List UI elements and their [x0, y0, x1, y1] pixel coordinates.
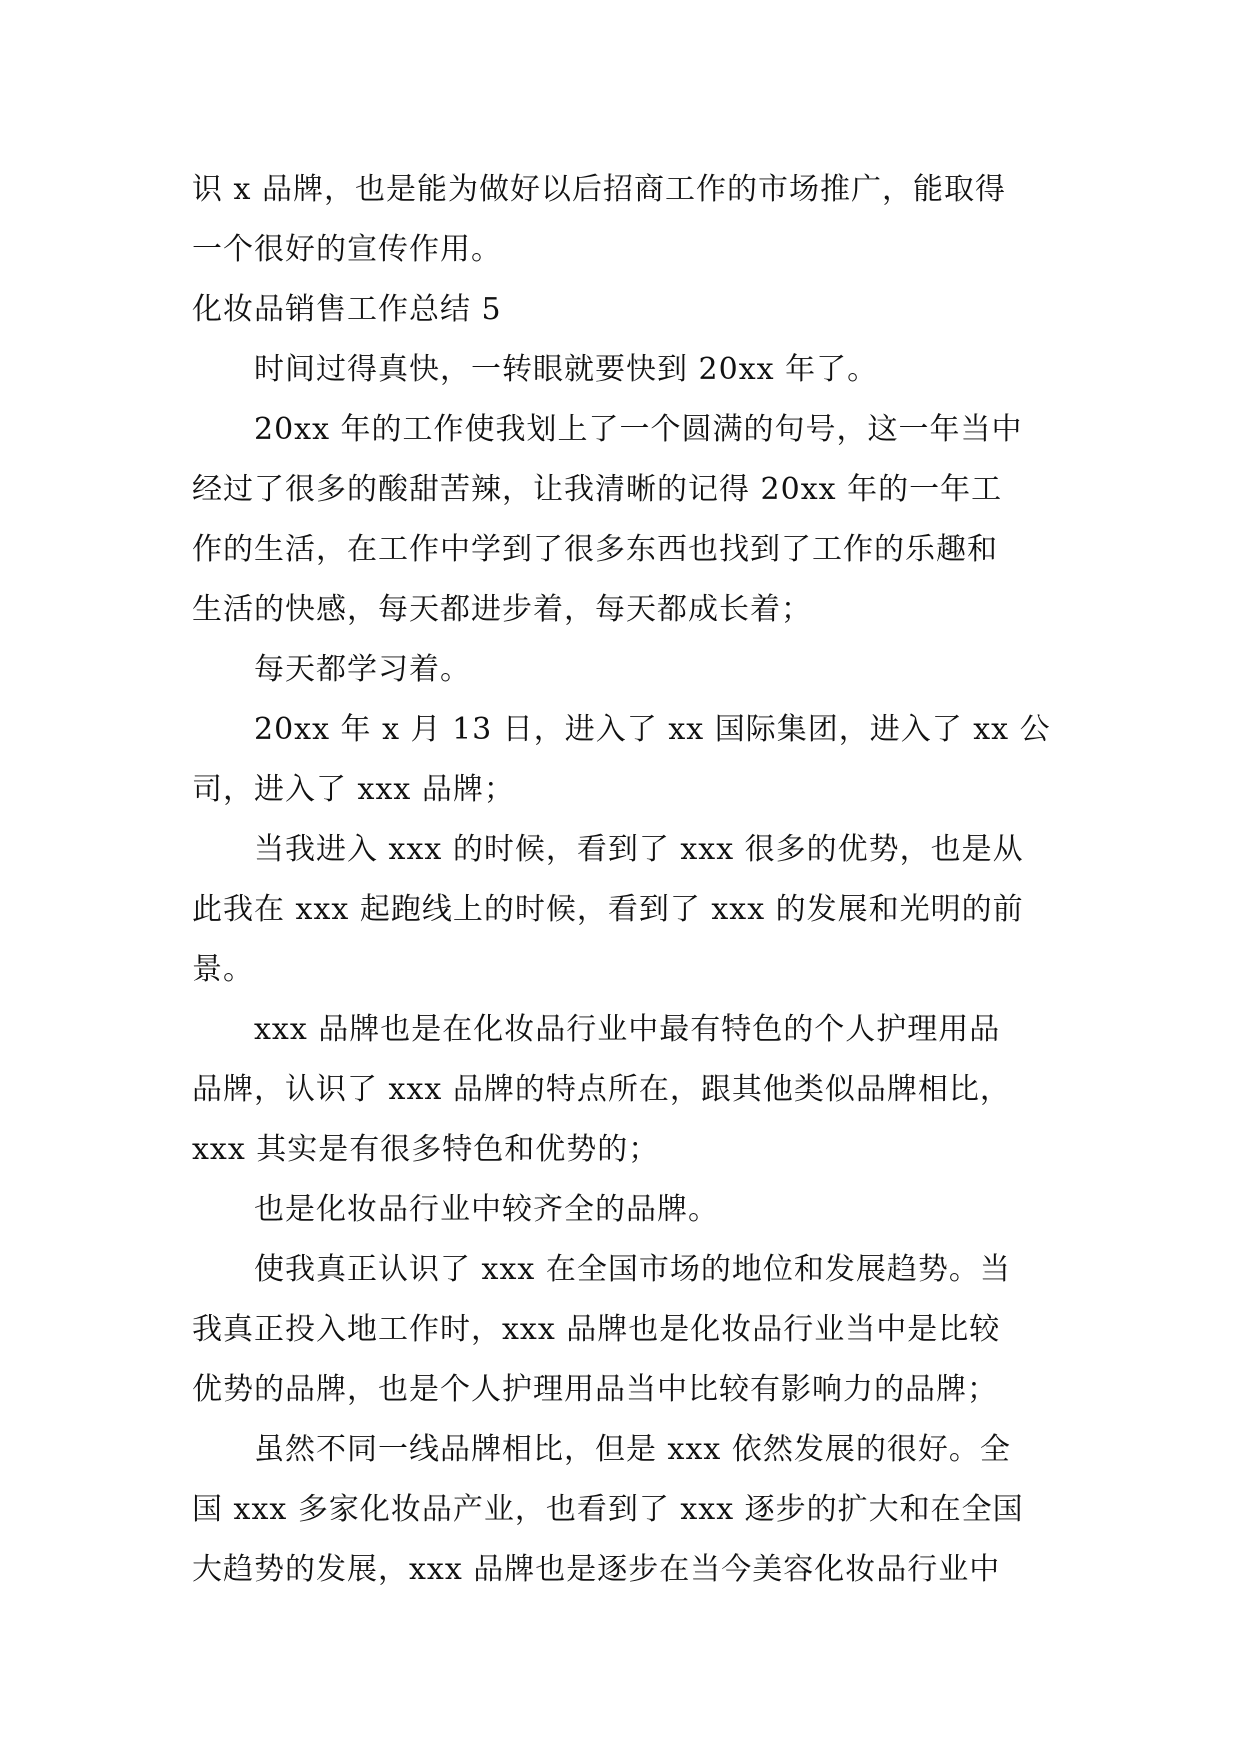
section-heading: 化妆品销售工作总结 5	[192, 292, 502, 327]
text-line: 识 x 品牌，也是能为做好以后招商工作的市场推广，能取得	[192, 172, 1006, 207]
text-line: 我真正投入地工作时，xxx 品牌也是化妆品行业当中是比较	[192, 1312, 1001, 1347]
text-line: 国 xxx 多家化妆品产业，也看到了 xxx 逐步的扩大和在全国	[192, 1492, 1024, 1527]
paragraph-start: 20xx 年的工作使我划上了一个圆满的句号，这一年当中	[254, 412, 1023, 447]
text-line: 此我在 xxx 起跑线上的时候，看到了 xxx 的发展和光明的前	[192, 892, 1024, 927]
text-line: 大趋势的发展，xxx 品牌也是逐步在当今美容化妆品行业中	[192, 1552, 1001, 1587]
text-line: 经过了很多的酸甜苦辣，让我清晰的记得 20xx 年的一年工	[192, 472, 1003, 507]
text-line: 一个很好的宣传作用。	[192, 232, 502, 267]
paragraph-start: 虽然不同一线品牌相比，但是 xxx 依然发展的很好。全	[254, 1432, 1011, 1467]
text-line: 作的生活，在工作中学到了很多东西也找到了工作的乐趣和	[192, 532, 998, 567]
text-line: 优势的品牌，也是个人护理用品当中比较有影响力的品牌；	[192, 1372, 998, 1407]
text-line: 品牌，认识了 xxx 品牌的特点所在，跟其他类似品牌相比，	[192, 1072, 1011, 1107]
paragraph-start: 使我真正认识了 xxx 在全国市场的地位和发展趋势。当	[254, 1252, 1011, 1287]
text-line: xxx 其实是有很多特色和优势的；	[192, 1132, 660, 1167]
text-line: 生活的快感，每天都进步着，每天都成长着；	[192, 592, 812, 627]
paragraph-start: 20xx 年 x 月 13 日，进入了 xx 国际集团，进入了 xx 公	[254, 712, 1051, 747]
paragraph-start: 也是化妆品行业中较齐全的品牌。	[254, 1192, 719, 1227]
text-line: 景。	[192, 952, 254, 987]
paragraph-start: 每天都学习着。	[254, 652, 471, 687]
paragraph-start: xxx 品牌也是在化妆品行业中最有特色的个人护理用品	[254, 1012, 1001, 1047]
document-page	[192, 160, 1052, 1600]
text-line: 司，进入了 xxx 品牌；	[192, 772, 515, 807]
paragraph-start: 当我进入 xxx 的时候，看到了 xxx 很多的优势，也是从	[254, 832, 1024, 867]
paragraph-start: 时间过得真快，一转眼就要快到 20xx 年了。	[254, 352, 879, 387]
